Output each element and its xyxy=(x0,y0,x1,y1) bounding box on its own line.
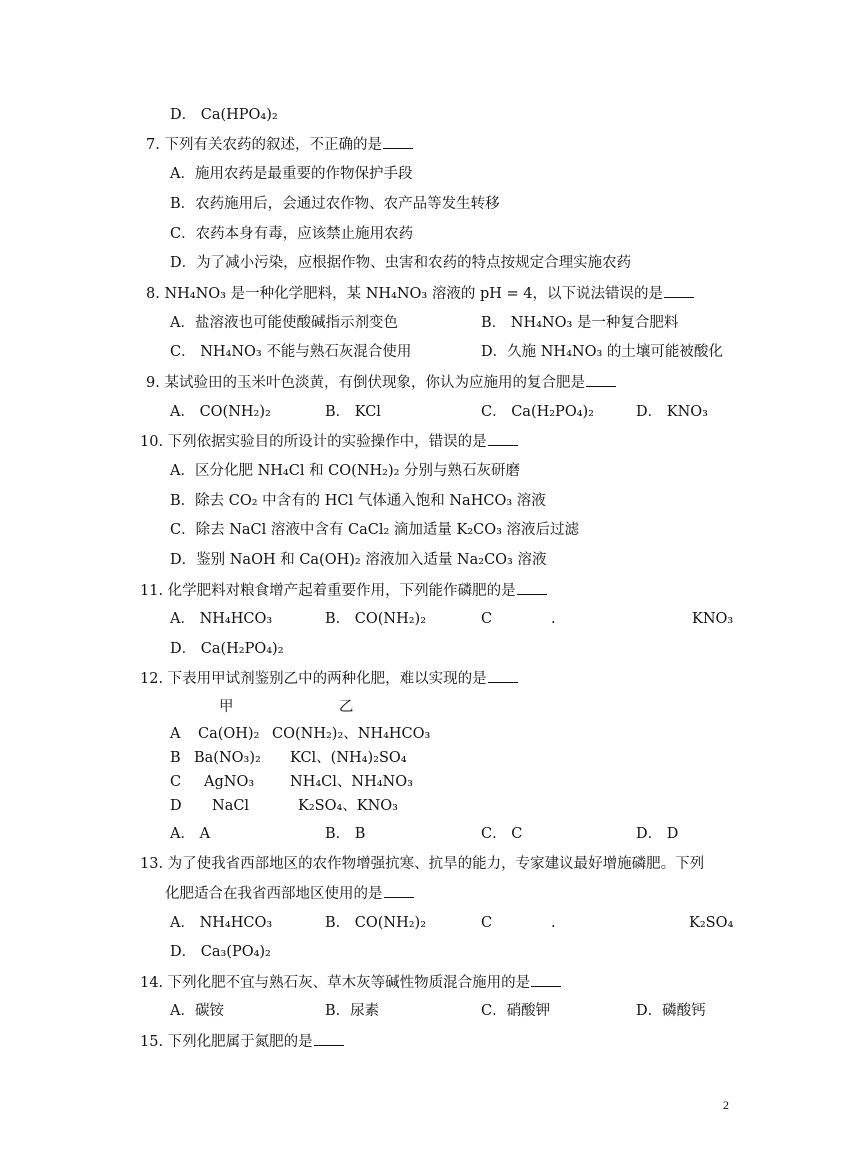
question-7 xyxy=(146,134,413,155)
option-d: D．为了减小污染，应根据作物、虫害和农药的特点按规定合理实施农药 xyxy=(170,255,632,271)
question-8 xyxy=(146,283,694,304)
table-cell: KCl、(NH₄)₂SO₄ xyxy=(290,750,407,766)
answer-blank xyxy=(384,883,414,898)
question-10 xyxy=(140,431,518,452)
option-d: D．磷酸钙 xyxy=(636,1003,706,1019)
option-c: C．硝酸钾 xyxy=(481,1003,551,1019)
answer-blank xyxy=(488,668,518,683)
option-a: A． CO(NH₂)₂ xyxy=(170,404,271,420)
page-number: 2 xyxy=(723,1098,729,1112)
option-a: A．盐溶液也可能使酸碱指示剂变色 xyxy=(170,315,398,331)
option-b: B． CO(NH₂)₂ xyxy=(325,915,427,931)
question-stem: 9. 某试验田的玉米叶色淡黄，有倒伏现象，你认为应施用的复合肥是 xyxy=(146,375,585,391)
option-d: D． Ca(H₂PO₄)₂ xyxy=(170,641,284,657)
table-cell: B xyxy=(170,750,181,766)
option-a: A． NH₄HCO₃ xyxy=(170,915,273,931)
option-c-dot: . xyxy=(551,611,556,627)
table-cell: Ba(NO₃)₂ xyxy=(194,750,261,766)
option-a: A．碳铵 xyxy=(170,1003,224,1019)
question-stem: 14. 下列化肥不宜与熟石灰、草木灰等碱性物质混合施用的是 xyxy=(140,975,531,991)
option-b: B．除去 CO₂ 中含有的 HCl 气体通入饱和 NaHCO₃ 溶液 xyxy=(170,493,546,509)
option-c-letter: C xyxy=(481,611,493,627)
answer-blank xyxy=(586,372,616,387)
option-b: B． B xyxy=(325,826,366,842)
question-12 xyxy=(140,668,518,689)
table-cell: K₂SO₄、KNO₃ xyxy=(298,798,398,814)
table-header-yi: 乙 xyxy=(339,699,354,715)
option-b: B．尿素 xyxy=(325,1003,380,1019)
answer-blank xyxy=(531,972,561,987)
option-d: D． Ca(HPO₄)₂ xyxy=(170,107,278,123)
option-b: B．农药施用后，会通过农作物、农产品等发生转移 xyxy=(170,196,500,212)
table-cell: AgNO₃ xyxy=(204,774,255,790)
option-c: C． Ca(H₂PO₄)₂ xyxy=(481,404,594,420)
option-d: D． D xyxy=(636,826,679,842)
option-c-value: K₂SO₄ xyxy=(689,915,734,931)
table-cell: CO(NH₂)₂、NH₄HCO₃ xyxy=(272,726,431,742)
option-b: B． NH₄NO₃ 是一种复合肥料 xyxy=(481,315,679,331)
option-d: D．鉴别 NaOH 和 Ca(OH)₂ 溶液加入适量 Na₂CO₃ 溶液 xyxy=(170,552,547,568)
question-13-cont xyxy=(165,883,414,904)
question-stem: 7. 下列有关农药的叙述，不正确的是 xyxy=(146,137,382,153)
option-c: C． NH₄NO₃ 不能与熟石灰混合使用 xyxy=(170,344,412,360)
question-stem: 8. NH₄NO₃ 是一种化学肥料，某 NH₄NO₃ 溶液的 pH = 4，以下说法错误的是 xyxy=(146,286,663,302)
option-b: B． CO(NH₂)₂ xyxy=(325,611,427,627)
table-cell: D xyxy=(170,798,182,814)
question-stem: 10. 下列依据实验目的所设计的实验操作中，错误的是 xyxy=(140,434,487,450)
answer-blank xyxy=(664,283,694,298)
answer-blank xyxy=(517,580,547,595)
table-header-jia: 甲 xyxy=(219,699,234,715)
table-cell: NH₄Cl、NH₄NO₃ xyxy=(290,774,413,790)
question-14 xyxy=(140,972,561,993)
question-11 xyxy=(140,580,547,601)
question-stem: 15. 下列化肥属于氮肥的是 xyxy=(140,1034,313,1050)
question-9 xyxy=(146,372,616,393)
option-d: D． KNO₃ xyxy=(636,404,708,420)
option-c-dot: . xyxy=(551,915,556,931)
question-15 xyxy=(140,1031,344,1052)
option-c-letter: C xyxy=(481,915,493,931)
option-c-value: KNO₃ xyxy=(692,611,734,627)
answer-blank xyxy=(488,431,518,446)
option-c: C． C xyxy=(481,826,523,842)
answer-blank xyxy=(383,134,413,149)
table-cell: Ca(OH)₂ xyxy=(198,726,260,742)
table-cell: NaCl xyxy=(212,798,250,814)
question-13: 13. 为了使我省西部地区的农作物增强抗寒、抗旱的能力，专家建议最好增施磷肥。下列 xyxy=(140,856,705,872)
option-d: D． Ca₃(PO₄)₂ xyxy=(170,944,271,960)
table-cell: A xyxy=(170,726,181,742)
option-c: C．除去 NaCl 溶液中含有 CaCl₂ 滴加适量 K₂CO₃ 溶液后过滤 xyxy=(170,522,580,538)
answer-blank xyxy=(314,1031,344,1046)
question-stem: 化肥适合在我省西部地区使用的是 xyxy=(165,886,383,902)
option-b: B． KCl xyxy=(325,404,381,420)
question-stem: 11. 化学肥料对粮食增产起着重要作用，下列能作磷肥的是 xyxy=(140,583,516,599)
option-a: A．施用农药是最重要的作物保护手段 xyxy=(170,166,413,182)
option-c: C．农药本身有毒，应该禁止施用农药 xyxy=(170,226,414,242)
option-a: A． NH₄HCO₃ xyxy=(170,611,273,627)
option-a: A． A xyxy=(170,826,211,842)
table-cell: C xyxy=(170,774,182,790)
question-stem: 12. 下表用甲试剂鉴别乙中的两种化肥，难以实现的是 xyxy=(140,671,487,687)
option-d: D．久施 NH₄NO₃ 的土壤可能被酸化 xyxy=(481,344,723,360)
option-a: A．区分化肥 NH₄Cl 和 CO(NH₂)₂ 分别与熟石灰研磨 xyxy=(170,463,521,479)
